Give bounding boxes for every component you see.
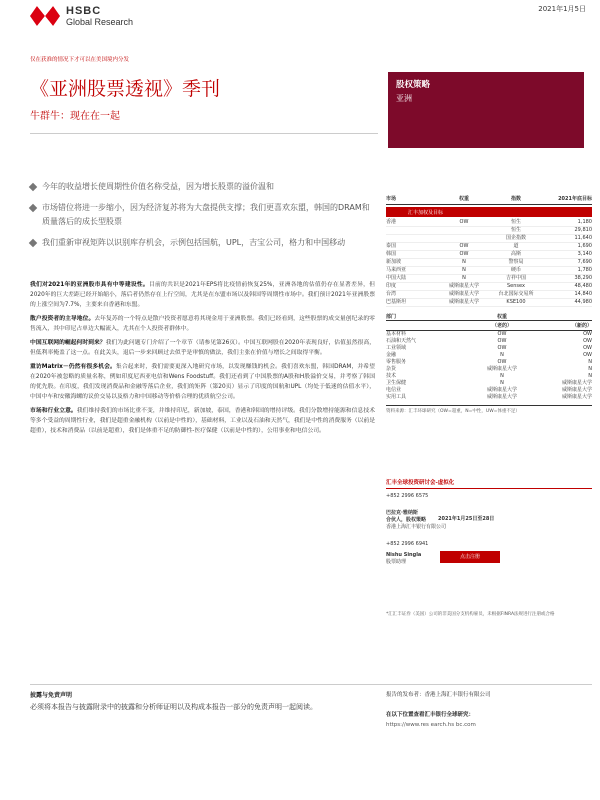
key-point: 市场错位将进一步缩小，因为经济复苏将为大盘提供支撑；我们更喜欢东盟，韩国的DRAM和质量落后的成长型股票 [30, 201, 375, 229]
key-point: 我们重新审视矩阵以识别库存机会，示例包括国航，UPL，吉宝公司，格力和中国移动 [30, 236, 375, 250]
table-row: 台湾 威斯康星大学 台北国际交易所 14,840 [386, 291, 592, 297]
sector-row: 技术 N N [386, 373, 592, 379]
table-banner: 汇丰加权及目标 [386, 207, 592, 217]
analyst-org: 香港上海汇丰银行有限公司 [386, 524, 447, 530]
sector-row: 电信业 威斯康星大学 威斯康星大学 [386, 387, 592, 393]
event-heading: 汇丰全球投资研讨会-虚拟化 [386, 478, 592, 489]
body-text [30, 280, 375, 440]
brand-sub: Global Research [66, 17, 134, 27]
analyst-role: 股票助理 [386, 559, 407, 565]
table-row: 香港 OW 恒生 1,180 [386, 219, 592, 225]
footer-divider [30, 684, 592, 685]
distribution-notice: 仅在获准的情况下才可以在美国境内分发 [30, 57, 130, 63]
diamond-bullet-icon [29, 204, 37, 212]
sector-row: 实用工具 威斯康星大学 威斯康星大学 [386, 394, 592, 400]
paragraph: 重访Matrix－仍然有很多机会。集合起来时，我们需要更深入地研究市场，以发现赚钱的机会。我们喜欢东盟，韩国DRAM，并希望在2020年被忽略的质量名称，例如印度尼西亚电信和Wens Foodstuff。我们还看到了中国股票的A股和H股溢价交易，并考察了韩国的优先股。在印度，我们发现消费品和金融等落后企业，我们的矩阵（第20页）显示了印度的国航和UPL（均处于低迷的估值水平），中国中车和安徽海螺的议价交易以及格力和中国移动等价格合理的优质航空公司。 [30, 364, 375, 400]
publisher-line: 报告的发布者：香港上海汇丰银行有限公司 [386, 692, 491, 698]
page-subtitle: 牛群牛：现在在一起 [30, 111, 120, 122]
title-block [30, 72, 378, 134]
sector-subheader: （老的） （新的） [386, 321, 592, 331]
table-row: 新加坡 N 警察局 7,690 [386, 259, 592, 265]
diamond-bullet-icon [29, 183, 37, 191]
hsbc-hexagon-icon [30, 6, 60, 26]
sector-row: 零售服务 OW N [386, 359, 592, 365]
key-points [30, 180, 375, 257]
analyst-name: Nishu Singla [386, 552, 422, 558]
page-title: 《亚洲股票透视》季刊 [30, 78, 221, 100]
table-row: 恒生 29,810 [386, 227, 592, 235]
table-row: 印度 威斯康星大学 Sensex 48,480 [386, 283, 592, 289]
market-weight-table [386, 195, 592, 414]
category-box [388, 72, 584, 148]
hsbc-logo [30, 4, 150, 30]
footer-publisher [386, 690, 592, 728]
paragraph: 市场和行业立意。我们维持我们的市场比重不变，并维持印尼，新加坡，泰国，香港和韩国的增持评级。我们分散增持能源和信息技术等多个受益的周期性行业，我们是超重金融机构（以前是中性的），基础材料，工业以及石油和天然气，我们是中性的消费服务（以前是超重），技术和消费品（以前是超重），我们是体重不足的防御性-医疗保健（以前是中性的），公用事业和电信公司。 [30, 408, 375, 434]
table-row: 中国大陆 N 吉祥中国 38,290 [386, 275, 592, 281]
sector-row: 杂货 威斯康星大学 N [386, 366, 592, 372]
table-row: 国企指数 11,640 [386, 235, 592, 243]
research-link-label: 在以下位置查看汇丰银行全球研究： [386, 712, 475, 718]
contact-phone: +852 2996 6575 [386, 493, 429, 499]
analyst-contacts [386, 478, 592, 617]
paragraph: 我们对2021年的亚洲股市具有中等建设性。目前的共识是2021年EPS将比疫情前恢复25%，亚洲各地的估值仍存在显著差异，但2020年的巨大差距已经开始缩小，落后者仍然存在上行空间，尤其是在东盟市场以及韩国等周期性市场中。我们预计2021年亚洲股票的上涨空间为7.7%，主要来自香港和东盟。 [30, 282, 375, 308]
table-row: 巴基斯坦 威斯康星大学 KSE100 44,980 [386, 299, 592, 305]
event-period: 2021年1月25日至28日 [438, 516, 495, 522]
diamond-bullet-icon [29, 239, 37, 247]
sector-row: 基本材料 OW OW [386, 331, 592, 337]
sector-header: 部门 权重 [386, 313, 592, 321]
sector-row: 卫生保健 N 威斯康星大学 [386, 380, 592, 386]
category-title: 股权策略 [396, 80, 431, 90]
category-region: 亚洲 [396, 94, 412, 103]
sector-row: 石油和天然气 OW OW [386, 338, 592, 344]
brand-name: HSBC [66, 5, 102, 17]
register-button[interactable]: 点击注册 [440, 551, 500, 563]
table-source: 资料来源：汇丰环球研究（OW=超重，N=中性，UW=体重不足） [386, 405, 592, 414]
paragraph: 中国互联网的崛起何时到来？我们为此问题专门介绍了一个章节（请参见第26页）。中国互联网股在2020年表现良好，估值虽然很高，但低利率掩盖了这一点。在此关头，退后一步来回顾过去似乎是审慎的做法，我们主张在价值与增长之间取得平衡。 [30, 340, 375, 356]
paragraph: 散户投资者的主导地位。去年复苏的一个特点是散户投资者愿意将其现金用于亚洲股票。我们已经看到，这些股票的成交量创纪录的零售流入，其中印尼占单边大幅流入，尤其在个人投资者群体中。 [30, 316, 375, 332]
table-row: 泰国 OW 道 1,690 [386, 243, 592, 249]
registration-note: *汇汇丰证券（美国）公司的非美国分支机构雇员，未根据FINRA法规进行注册或合格 [386, 612, 555, 617]
sector-row: 金融 N OW [386, 352, 592, 358]
table-row: 韩国 OW 高斯 3,140 [386, 251, 592, 257]
report-date: 2021年1月5日 [538, 5, 586, 13]
footer-disclosure [30, 690, 350, 713]
key-point: 今年的收益增长使周期性价值名称受益，因为增长股票的溢价温和 [30, 180, 375, 194]
analyst-name: 巴拉克·雅纳斯 [386, 510, 418, 516]
sector-row: 工业领域 OW OW [386, 345, 592, 351]
analyst-role: 合伙人，股权策略 [386, 517, 427, 523]
disclosure-title: 披露与免责声明 [30, 692, 73, 699]
research-link[interactable]: https://www.res earch.hs bc.com [386, 722, 476, 728]
table-row: 马来西亚 N 硬币 1,780 [386, 267, 592, 273]
contact-phone: +852 2996 6941 [386, 541, 429, 547]
table-header: 市场 权重 指数 2021年底目标 [386, 195, 592, 205]
disclosure-text: 必须将本报告与披露附录中的披露和分析师证明以及构成本报告一部分的免责声明一起阅读。 [30, 703, 317, 711]
